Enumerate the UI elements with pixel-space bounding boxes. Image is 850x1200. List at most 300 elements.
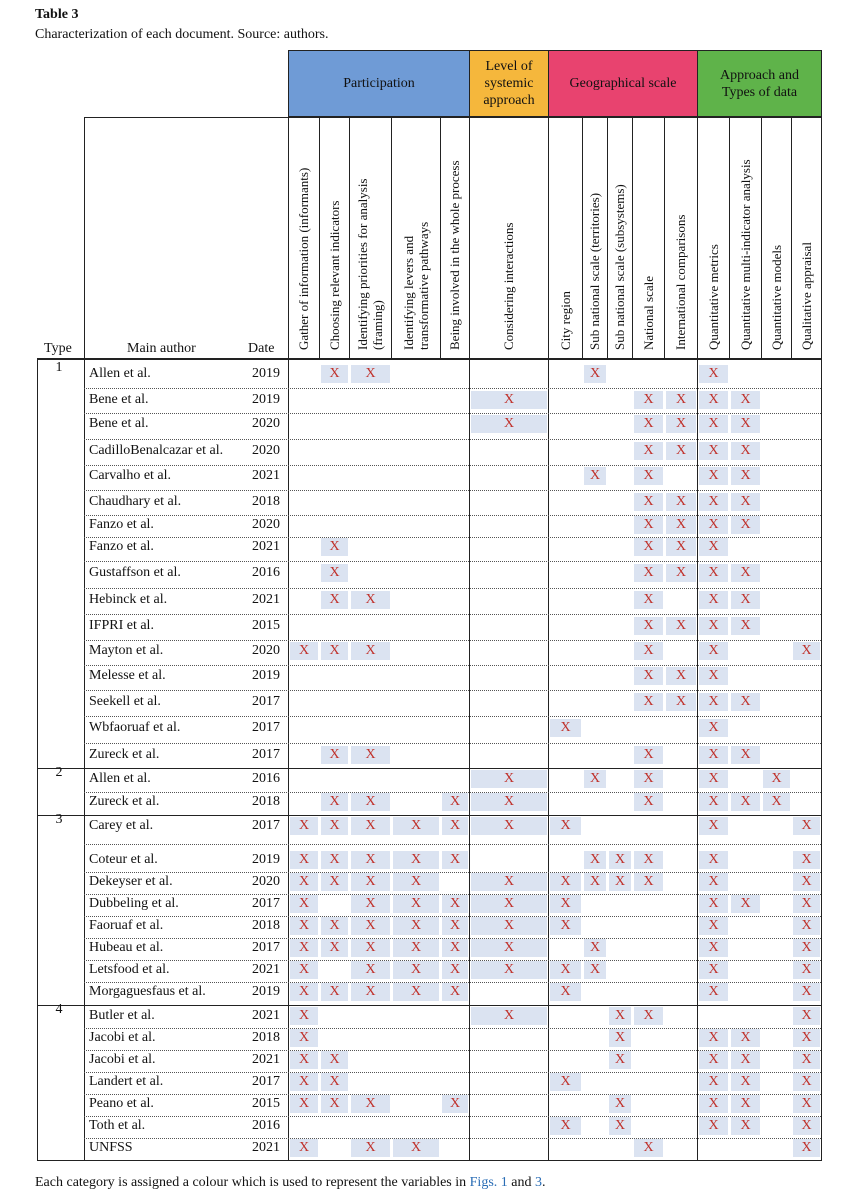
mark-cell: X (471, 873, 547, 891)
mark-cell: X (290, 895, 318, 913)
mark-cell: X (321, 746, 348, 764)
date-cell: 2017 (252, 720, 280, 735)
column-header: International comparisons (673, 214, 688, 350)
date-cell: 2017 (252, 694, 280, 709)
mark-cell: X (666, 493, 696, 511)
mark-cell: X (731, 564, 760, 582)
row-dotted-rule (84, 640, 821, 641)
mark-cell: X (731, 1095, 760, 1113)
author-cell: Landert et al. (89, 1074, 164, 1089)
mark-cell: X (393, 873, 439, 891)
mark-cell: X (666, 538, 696, 556)
mark-cell: X (584, 365, 606, 383)
row-dotted-rule (84, 388, 821, 389)
mark-cell: X (731, 516, 760, 534)
mark-cell: X (351, 365, 390, 383)
mark-cell: X (793, 1007, 820, 1025)
mark-cell: X (699, 365, 728, 383)
mark-cell: X (290, 983, 318, 1001)
type-label: 2 (55, 765, 63, 780)
mark-cell: X (351, 961, 390, 979)
mark-cell: X (793, 917, 820, 935)
mark-cell: X (634, 617, 663, 635)
mark-cell: X (793, 895, 820, 913)
mark-cell: X (634, 851, 663, 869)
mark-cell: X (731, 591, 760, 609)
mark-cell: X (550, 1073, 581, 1091)
mark-cell: X (609, 873, 631, 891)
mark-cell: X (351, 642, 390, 660)
mark-cell: X (442, 793, 468, 811)
author-cell: Fanzo et al. (89, 539, 154, 554)
author-cell: CadilloBenalcazar et al. (89, 443, 224, 458)
mark-cell: X (550, 895, 581, 913)
mark-cell: X (351, 917, 390, 935)
column-divider (761, 117, 762, 358)
column-divider (632, 117, 633, 358)
date-cell: 2017 (252, 747, 280, 762)
mark-cell: X (699, 693, 728, 711)
column-header: Sub national scale (territories) (587, 192, 602, 350)
date-cell: 2018 (252, 918, 280, 933)
footnote-text-end: . (541, 1175, 546, 1190)
mark-cell: X (321, 1073, 348, 1091)
mark-cell: X (550, 917, 581, 935)
mark-cell: X (393, 961, 439, 979)
row-dotted-rule (84, 561, 821, 562)
header-main-author: Main author (127, 341, 196, 356)
row-dotted-rule (84, 716, 821, 717)
header-top-rule (84, 117, 822, 118)
author-cell: Zureck et al. (89, 747, 160, 762)
author-cell: Coteur et al. (89, 852, 158, 867)
mark-cell: X (321, 1095, 348, 1113)
mark-cell: X (351, 895, 390, 913)
mark-cell: X (731, 1073, 760, 1091)
column-divider (349, 117, 350, 358)
author-cell: Allen et al. (89, 366, 151, 381)
group-approach-data: Approach and Types of data (697, 50, 822, 117)
mark-cell: X (290, 817, 318, 835)
author-cell: Seekell et al. (89, 694, 161, 709)
mark-cell: X (471, 770, 547, 788)
mark-cell: X (321, 591, 348, 609)
mark-cell: X (793, 1051, 820, 1069)
author-cell: Hubeau et al. (89, 940, 164, 955)
mark-cell: X (609, 1029, 631, 1047)
mark-cell: X (351, 983, 390, 1001)
mark-cell: X (290, 873, 318, 891)
mark-cell: X (699, 1029, 728, 1047)
mark-cell: X (393, 851, 439, 869)
date-cell: 2019 (252, 852, 280, 867)
date-cell: 2020 (252, 643, 280, 658)
mark-cell: X (699, 442, 728, 460)
header-date: Date (248, 341, 275, 356)
mark-cell: X (471, 961, 547, 979)
table-left-rule (37, 358, 38, 1160)
date-cell: 2021 (252, 962, 280, 977)
column-divider (664, 117, 665, 358)
mark-cell: X (699, 1095, 728, 1113)
mark-cell: X (793, 817, 820, 835)
date-cell: 2016 (252, 1118, 280, 1133)
table-bottom-rule (37, 1160, 822, 1161)
mark-cell: X (290, 1139, 318, 1157)
mark-cell: X (393, 895, 439, 913)
title: Table 3 (35, 7, 79, 22)
mark-cell: X (393, 817, 439, 835)
mark-cell: X (290, 917, 318, 935)
mark-cell: X (321, 564, 348, 582)
mark-cell: X (351, 793, 390, 811)
mark-cell: X (793, 1095, 820, 1113)
mark-cell: X (393, 983, 439, 1001)
mark-cell: X (290, 939, 318, 957)
mark-cell: X (471, 817, 547, 835)
type-group-rule (37, 815, 822, 816)
mark-cell: X (763, 770, 790, 788)
mark-cell: X (584, 770, 606, 788)
author-cell: Butler et al. (89, 1008, 155, 1023)
column-header: Considering interactions (501, 222, 516, 350)
date-cell: 2016 (252, 771, 280, 786)
row-dotted-rule (84, 743, 821, 744)
date-cell: 2021 (252, 592, 280, 607)
mark-cell: X (731, 617, 760, 635)
date-cell: 2021 (252, 1140, 280, 1155)
author-cell: Hebinck et al. (89, 592, 168, 607)
mark-cell: X (731, 693, 760, 711)
footnote (35, 1175, 545, 1191)
mark-cell: X (731, 793, 760, 811)
column-header: Identifying priorities for analysis (framing) (355, 178, 385, 350)
mark-cell: X (442, 939, 468, 957)
type-label: 4 (55, 1002, 63, 1017)
mark-cell: X (442, 895, 468, 913)
mark-cell: X (634, 1007, 663, 1025)
mark-cell: X (666, 693, 696, 711)
mark-cell: X (442, 961, 468, 979)
date-cell: 2020 (252, 517, 280, 532)
author-cell: Zureck et al. (89, 794, 160, 809)
mark-cell: X (290, 1095, 318, 1113)
row-dotted-rule (84, 465, 821, 466)
mark-cell: X (699, 746, 728, 764)
column-divider (582, 117, 583, 358)
column-header: Gather of information (informants) (296, 167, 311, 350)
mark-cell: X (793, 983, 820, 1001)
date-cell: 2021 (252, 1052, 280, 1067)
mark-cell: X (290, 961, 318, 979)
column-header: Choosing relevant indicators (326, 200, 342, 350)
mark-cell: X (584, 939, 606, 957)
mark-cell: X (731, 467, 760, 485)
mark-cell: X (471, 391, 547, 409)
date-cell: 2017 (252, 940, 280, 955)
mark-cell: X (584, 851, 606, 869)
date-cell: 2019 (252, 668, 280, 683)
date-cell: 2018 (252, 794, 280, 809)
column-divider (319, 117, 320, 358)
mark-cell: X (609, 851, 631, 869)
author-cell: UNFSS (89, 1140, 133, 1155)
mark-cell: X (393, 939, 439, 957)
date-cell: 2019 (252, 392, 280, 407)
mark-cell: X (609, 1007, 631, 1025)
author-cell: Allen et al. (89, 771, 151, 786)
mark-cell: X (793, 1117, 820, 1135)
row-dotted-rule (84, 413, 821, 414)
mark-cell: X (634, 493, 663, 511)
mark-cell: X (699, 917, 728, 935)
mark-cell: X (609, 1117, 631, 1135)
mark-cell: X (699, 391, 728, 409)
column-divider (791, 117, 792, 358)
mark-cell: X (290, 1007, 318, 1025)
date-cell: 2017 (252, 896, 280, 911)
mark-cell: X (321, 917, 348, 935)
group-participation: Participation (288, 50, 470, 117)
author-cell: Peano et al. (89, 1096, 154, 1111)
author-cell: Bene et al. (89, 392, 149, 407)
author-cell: Gustaffson et al. (89, 565, 181, 580)
mark-cell: X (634, 793, 663, 811)
type-group-rule (37, 768, 822, 769)
mark-cell: X (731, 442, 760, 460)
caption: Characterization of each document. Source: authors. (35, 27, 329, 42)
mark-cell: X (699, 1117, 728, 1135)
date-cell: 2017 (252, 818, 280, 833)
group-divider (469, 117, 470, 358)
author-cell: Carvalho et al. (89, 468, 172, 483)
column-header: Sub national scale (subsystems) (612, 184, 627, 350)
mark-cell: X (699, 667, 728, 685)
mark-cell: X (666, 667, 696, 685)
column-header: Being involved in the whole process (447, 160, 462, 350)
mark-cell: X (321, 851, 348, 869)
mark-cell: X (793, 939, 820, 957)
mark-cell: X (351, 817, 390, 835)
column-header: Quantitative multi-indicator analysis (737, 159, 753, 350)
mark-cell: X (290, 1029, 318, 1047)
mark-cell: X (793, 1073, 820, 1091)
author-cell: Jacobi et al. (89, 1030, 156, 1045)
author-cell: Wbfaoruaf et al. (89, 720, 181, 735)
column-header: City region (557, 291, 573, 350)
author-cell: Dekeyser et al. (89, 874, 173, 889)
author-cell: Fanzo et al. (89, 517, 154, 532)
column-header: Quantitative models (768, 244, 784, 350)
mark-cell: X (634, 642, 663, 660)
mark-cell: X (699, 719, 728, 737)
mark-cell: X (666, 564, 696, 582)
mark-cell: X (442, 851, 468, 869)
mark-cell: X (321, 817, 348, 835)
row-dotted-rule (84, 614, 821, 615)
mark-cell: X (699, 939, 728, 957)
author-cell: IFPRI et al. (89, 618, 154, 633)
group-divider-body (288, 358, 289, 1160)
date-cell: 2015 (252, 618, 280, 633)
type-label: 1 (55, 360, 63, 375)
mark-cell: X (442, 917, 468, 935)
type-label: 3 (55, 812, 63, 827)
group-geographical-scale: Geographical scale (548, 50, 698, 117)
figs-1-link[interactable]: Figs. 1 (469, 1175, 508, 1190)
mark-cell: X (793, 1139, 820, 1157)
group-divider-body (548, 358, 549, 1160)
column-header: National scale (640, 276, 656, 350)
header-bottom-rule (37, 358, 822, 360)
date-cell: 2021 (252, 539, 280, 554)
group-divider (288, 117, 289, 358)
column-divider (729, 117, 730, 358)
mark-cell: X (666, 442, 696, 460)
mark-cell: X (699, 591, 728, 609)
author-cell: Toth et al. (89, 1118, 146, 1133)
mark-cell: X (699, 538, 728, 556)
date-cell: 2017 (252, 1074, 280, 1089)
row-dotted-rule (84, 1138, 821, 1139)
mark-cell: X (699, 851, 728, 869)
mark-cell: X (699, 770, 728, 788)
mark-cell: X (634, 564, 663, 582)
mark-cell: X (393, 1139, 439, 1157)
mark-cell: X (550, 961, 581, 979)
date-cell: 2020 (252, 443, 280, 458)
mark-cell: X (442, 817, 468, 835)
mark-cell: X (793, 961, 820, 979)
mark-cell: X (634, 591, 663, 609)
mark-cell: X (731, 1051, 760, 1069)
mark-cell: X (321, 365, 348, 383)
date-cell: 2015 (252, 1096, 280, 1111)
mark-cell: X (321, 983, 348, 1001)
mark-cell: X (351, 1139, 390, 1157)
mark-cell: X (321, 1051, 348, 1069)
mark-cell: X (351, 851, 390, 869)
date-cell: 2018 (252, 1030, 280, 1045)
mark-cell: X (584, 467, 606, 485)
date-cell: 2020 (252, 416, 280, 431)
footnote-text: Each category is assigned a colour which is used to represent the variables in (35, 1175, 470, 1190)
date-cell: 2019 (252, 984, 280, 999)
mark-cell: X (290, 851, 318, 869)
type-group-rule (37, 1005, 822, 1006)
mark-cell: X (699, 793, 728, 811)
column-header: Identifying levers and transformative pathways (400, 221, 431, 350)
mark-cell: X (471, 917, 547, 935)
author-cell: Letsfood et al. (89, 962, 170, 977)
date-cell: 2021 (252, 1008, 280, 1023)
mark-cell: X (699, 895, 728, 913)
mark-cell: X (793, 1029, 820, 1047)
date-cell: 2016 (252, 565, 280, 580)
group-divider (548, 117, 549, 358)
date-cell: 2018 (252, 494, 280, 509)
mark-cell: X (634, 391, 663, 409)
mark-cell: X (442, 983, 468, 1001)
author-col-rule (84, 117, 85, 358)
column-divider (391, 117, 392, 358)
type-col-rule (84, 358, 85, 1160)
column-divider (607, 117, 608, 358)
row-dotted-rule (84, 665, 821, 666)
mark-cell: X (442, 1095, 468, 1113)
mark-cell: X (471, 1007, 547, 1025)
mark-cell: X (666, 516, 696, 534)
mark-cell: X (584, 873, 606, 891)
mark-cell: X (471, 793, 547, 811)
author-cell: Mayton et al. (89, 643, 164, 658)
mark-cell: X (634, 467, 663, 485)
mark-cell: X (634, 442, 663, 460)
mark-cell: X (731, 391, 760, 409)
mark-cell: X (699, 961, 728, 979)
mark-cell: X (351, 746, 390, 764)
mark-cell: X (731, 895, 760, 913)
mark-cell: X (699, 1051, 728, 1069)
mark-cell: X (393, 917, 439, 935)
date-cell: 2021 (252, 468, 280, 483)
group-systemic-approach: Level of systemic approach (469, 50, 549, 117)
mark-cell: X (550, 983, 581, 1001)
mark-cell: X (321, 538, 348, 556)
mark-cell: X (731, 746, 760, 764)
mark-cell: X (793, 642, 820, 660)
author-cell: Faoruaf et al. (89, 918, 164, 933)
author-cell: Dubbeling et al. (89, 896, 179, 911)
mark-cell: X (584, 961, 606, 979)
mark-cell: X (290, 1073, 318, 1091)
fig-3-link[interactable]: 3 (534, 1175, 542, 1190)
mark-cell: X (699, 516, 728, 534)
mark-cell: X (793, 851, 820, 869)
row-dotted-rule (84, 690, 821, 691)
mark-cell: X (634, 1139, 663, 1157)
mark-cell: X (666, 415, 696, 433)
mark-cell: X (321, 873, 348, 891)
mark-cell: X (699, 642, 728, 660)
author-cell: Bene et al. (89, 416, 149, 431)
mark-cell: X (609, 1095, 631, 1113)
mark-cell: X (731, 1029, 760, 1047)
mark-cell: X (550, 1117, 581, 1135)
mark-cell: X (351, 873, 390, 891)
mark-cell: X (699, 617, 728, 635)
group-divider-body (697, 358, 698, 1160)
mark-cell: X (731, 493, 760, 511)
mark-cell: X (550, 817, 581, 835)
mark-cell: X (351, 939, 390, 957)
author-cell: Melesse et al. (89, 668, 166, 683)
mark-cell: X (609, 1051, 631, 1069)
mark-cell: X (666, 617, 696, 635)
mark-cell: X (321, 642, 348, 660)
mark-cell: X (634, 538, 663, 556)
header-type: Type (44, 341, 72, 356)
mark-cell: X (290, 1051, 318, 1069)
author-cell: Carey et al. (89, 818, 154, 833)
date-cell: 2020 (252, 874, 280, 889)
row-dotted-rule (84, 588, 821, 589)
group-divider (821, 117, 822, 358)
footnote-text-middle: and (507, 1175, 535, 1190)
row-dotted-rule (84, 439, 821, 440)
mark-cell: X (731, 415, 760, 433)
mark-cell: X (550, 719, 581, 737)
